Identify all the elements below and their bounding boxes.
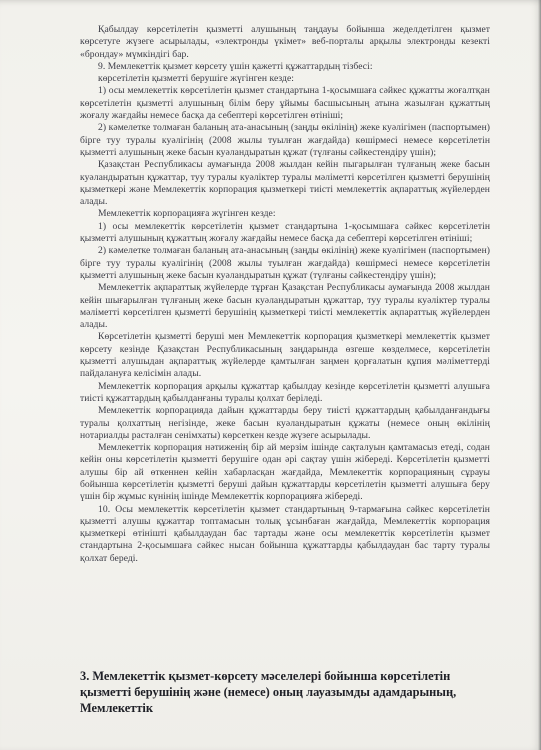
paragraph: Мемлекеттік корпорация арқылы құжаттар қабылдау кезінде көрсетілетін қызметті алушыға тиісті құжаттардың қабылданғаны туралы қолхат беріледі. <box>80 380 490 404</box>
paragraph: 10. Осы мемлекеттік көрсетілетін қызмет стандартының 9-тармағына сәйкес көрсетілетін қызметті алушы құжаттар топтамасын толық ұсынбаған жағдайда, Мемлекеттік корпорация қызметкері өтінішті қабылдаудан бас тартады және осы мемлекеттік көрсетілетін қызмет стандартына 2-қосымшаға сәйкес нысан бойынша құжаттарды қабылдаудан бас тарту туралы қолхат береді. <box>80 503 490 564</box>
section-heading: 3. Мемлекеттік қызмет-көрсету мәселелері бойынша көрсетілетін қызметті берушінің және (немесе) оның лауазымды адамдарының, Мемлекеттік <box>80 669 457 715</box>
document-body <box>80 24 490 565</box>
paragraph: Мемлекеттік корпорацияда дайын құжаттарды беру тиісті құжаттардың қабылданғандығы туралы қолхаттың негізінде, жеке басын куәландыратын құжаты (немесе оның өкілінің нотариалды расталған сенімхаты) көрсеткен кезде жүзеге асырылады. <box>80 405 490 441</box>
paragraph: 2) кәмелетке толмаған баланың ата-анасының (заңды өкілінің) жеке куәлігімен (паспортымен) бірге туу туралы куәлігінің (2008 жылы туылған жағдайда) көшірмесі немесе көрсетілетін қызметті алушының жеке басын куәландыратын құжат (түлғаны сәйкестендіру үшін); <box>80 122 490 158</box>
paragraph: 2) кәмелетке толмаған баланың ата-анасының (заңды өкілінің) жеке куәлігімен (паспортымен) бірге туу туралы куәлігінің (2008 жылы туылған жағдайда) көшірмесі немесе көрсетілетін қызметті алушының жеке басын куәландыратын құжат (түлғаны сәйкестендіру үшін); <box>80 245 490 281</box>
paragraph: Қабылдау көрсетілетін қызметті алушының таңдауы бойынша жеделдетілген қызмет көрсетуге жүзеге асырылады, «электронды үкімет» веб-порталы арқылы электронды кезекті «брондау» мүмкіндігі бар. <box>80 24 490 60</box>
paragraph: Мемлекеттік корпорацияға жүгінген кезде: <box>98 208 276 220</box>
paragraph: 1) осы мемлекеттік көрсетілетін қызмет стандартына 1-қосымшаға сәйкес көрсетілетін қызметті алушының құжаттың жоғалу жағдайы немесе басқа да себептері көрсетілген өтініші; <box>80 220 490 245</box>
paragraph: 9. Мемлекеттік қызмет көрсету үшін қажетті құжаттардың тізбесі: <box>98 60 373 72</box>
paragraph: көрсетілетін қызметті берушіге жүгінген кезде: <box>98 73 294 85</box>
paragraph: Мемлекеттік ақпараттық жүйелерде тұрған Қазақстан Республикасы аумағында 2008 жылдан кейін шығарылған түлғаның жеке басын куәландыратын құжаттар, туу туралы куәліктер туралы мәліметті көрсетілген қызметті берушінің қызметкері тиісті мемлекеттік ақпараттық жүйелерден алады. <box>80 282 490 331</box>
paragraph: Көрсетілетін қызметті беруші мен Мемлекеттік корпорация қызметкері мемлекеттік қызмет көрсету кезінде Қазақстан Республикасының заңдарында өзгеше көзделмесе, көрсетілетін қызметті алушыдан ақпараттық жүйелерде қамтылған заңмен қорғалатын құпия мәліметтерді пайдалануға келісімін алады. <box>80 331 490 380</box>
paragraph: 1) осы мемлекеттік көрсетілетін қызмет стандартына 1-қосымшаға сәйкес құжатты жоғалтқан көрсетілетін қызметті алушының білім беру ұйымы басшысының атына жазылған құжаттың жоғалу жағдайы немесе басқа да себептері көрсетілген өтініші; <box>80 85 490 122</box>
paragraph: Қазақстан Республикасы аумағында 2008 жылдан кейін пыгарылған түлғаның жеке басын куәландыратын құжаттар, туу туралы куәліктер туралы мәліметті көрсетілген қызметті берушінің қызметкері және Мемлекеттік корпорация қызметкері тиісті мемлекеттік ақпараттық жүйелерден алады. <box>80 159 490 208</box>
paragraph: Мемлекеттік корпорация нәтиженің бір ай мерзім ішінде сақталуын қамтамасыз етеді, содан кейін оны көрсетілетін қызметті берушіге одан әрі сақтау үшін жібереді. Көрсетілетін қызметті алушы бір ай өткеннен кейін хабарласқан жағдайда, Мемлекеттік корпорацияның сұрауы бойынша көрсетілетін қызметті беруші дайын құжаттарды көрсетілетін қызметті алушыға беру үшін бір жұмыс күнінің ішінде Мемлекеттік корпорацияға жібереді. <box>80 442 490 503</box>
